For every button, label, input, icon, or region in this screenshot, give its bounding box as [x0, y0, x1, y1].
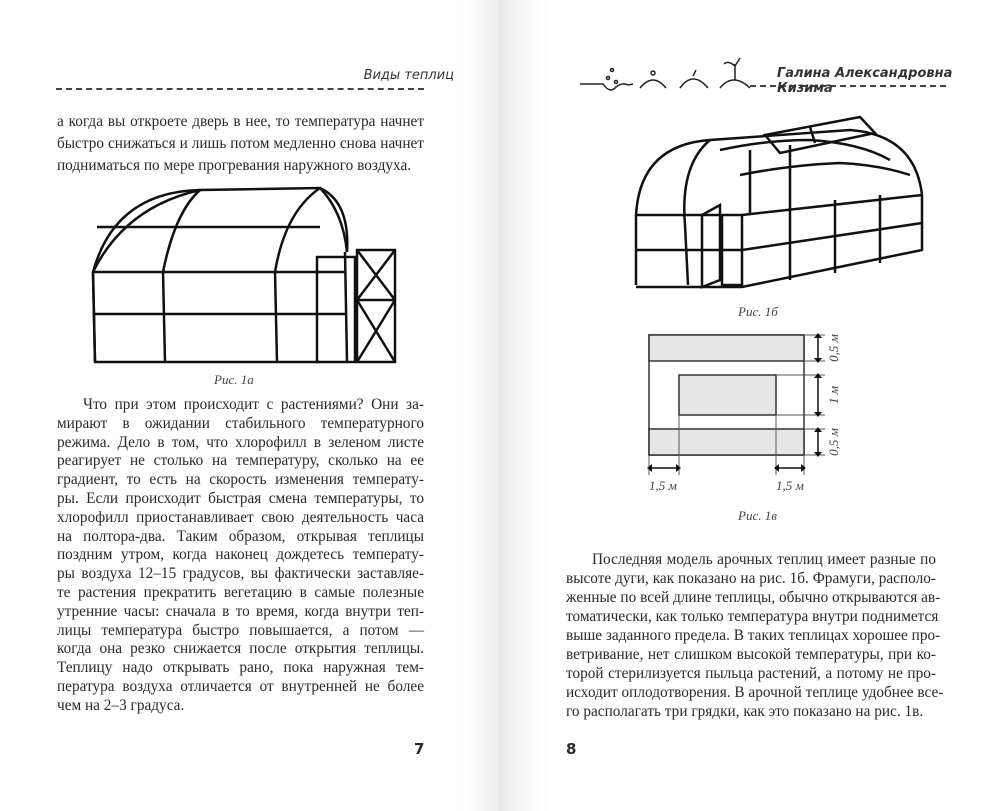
text-line: градиент, то есть на скорость изменения температу- [57, 471, 424, 489]
dim-top-label: 0,5 м [826, 334, 841, 362]
text-line: когда она резко снижается после открытия теплицы. [57, 640, 424, 658]
sprouting-seed-ornament [578, 52, 758, 92]
text-line: Теплицу надо открывать рано, пока наружная тем- [57, 659, 424, 677]
text-line: исходит оплодотворения. В арочной теплице удобнее все- [566, 684, 944, 701]
dim-bottom-label: 0,5 м [826, 428, 841, 456]
text-line: мирают в ожидании стабильного температурного [57, 414, 424, 432]
text-line: подниматься по мере прогревания наружного воздуха. [57, 157, 412, 175]
text-line: на полтора-два. Таким образом, открывая теплицы [57, 527, 424, 545]
text-line: лицы температура быстро повышается, а потом — [57, 621, 424, 639]
bed-layout-diagram-1c [640, 330, 880, 500]
running-head: Виды теплиц [363, 68, 454, 83]
dim-left-label: 1,5 м [649, 478, 677, 493]
text-line: чем на 2–3 градуса. [57, 696, 185, 714]
dim-right-label: 1,5 м [776, 478, 804, 493]
text-line: ры. Если происходит быстрая смена температуры, то [57, 489, 424, 507]
paragraph [57, 396, 424, 716]
text-line: реагирует не столько на температуру, сколько на ее [57, 452, 424, 470]
paragraph [57, 111, 424, 178]
running-head: Галина Александровна Кизима [777, 66, 953, 96]
greenhouse-illustration-1a [85, 182, 405, 372]
text-line: те растения прекратить вегетацию в самые полезные [57, 583, 424, 601]
dim-mid-label: 1 м [826, 385, 841, 405]
greenhouse-illustration-1b [630, 105, 930, 300]
left-page [0, 0, 500, 811]
text-line: го располагать три грядки, как это показано на рис. 1в. [566, 703, 924, 720]
text-line: утренние часы: сначала в то время, когда внутри теп- [57, 602, 424, 620]
text-line: Последняя модель арочных теплиц имеет разные по [592, 551, 936, 568]
text-line: ры воздуха 12–15 градусов, вы фактически заставляе- [57, 565, 424, 583]
text-line: выше заданного предела. В таких теплицах хорошее про- [566, 627, 941, 644]
text-line: быстро снижаться и лишь потом медленно снова начнет [57, 135, 424, 153]
figure-caption: Рис. 1а [214, 372, 254, 387]
paragraph [566, 550, 944, 721]
text-line: поздним утром, когда наконец дождетесь температу- [57, 546, 424, 564]
text-line: женные по всей длине теплицы, обычно открываются ав- [566, 589, 941, 606]
text-line: томатически, как только температура внутри поднимется [566, 608, 939, 625]
right-page [500, 0, 1001, 811]
figure-caption: Рис. 1б [738, 304, 778, 319]
text-line: режима. Дело в том, что хлорофилл в зеленом листе [57, 433, 424, 451]
header-divider [56, 88, 424, 90]
text-line: а когда вы откроете дверь в нее, то температура начнет [57, 113, 424, 130]
page-number: 8 [566, 740, 577, 758]
text-line: высоте дуги, как показано на рис. 1б. Фрамуги, располо- [566, 570, 936, 587]
text-line: торой стерилизуется пыльца растений, а потому не про- [566, 665, 936, 682]
figure-caption: Рис. 1в [738, 508, 777, 523]
text-line: хлорофилл приостанавливает свою деятельность часа [57, 508, 424, 526]
text-line: ветривание, нет слишком высокой температуры, при ко- [566, 646, 936, 663]
text-line: Что при этом происходит с растениями? Они за- [83, 396, 424, 413]
page-number: 7 [414, 740, 425, 758]
text-line: пература воздуха отличается от внутренней не более [57, 677, 424, 695]
